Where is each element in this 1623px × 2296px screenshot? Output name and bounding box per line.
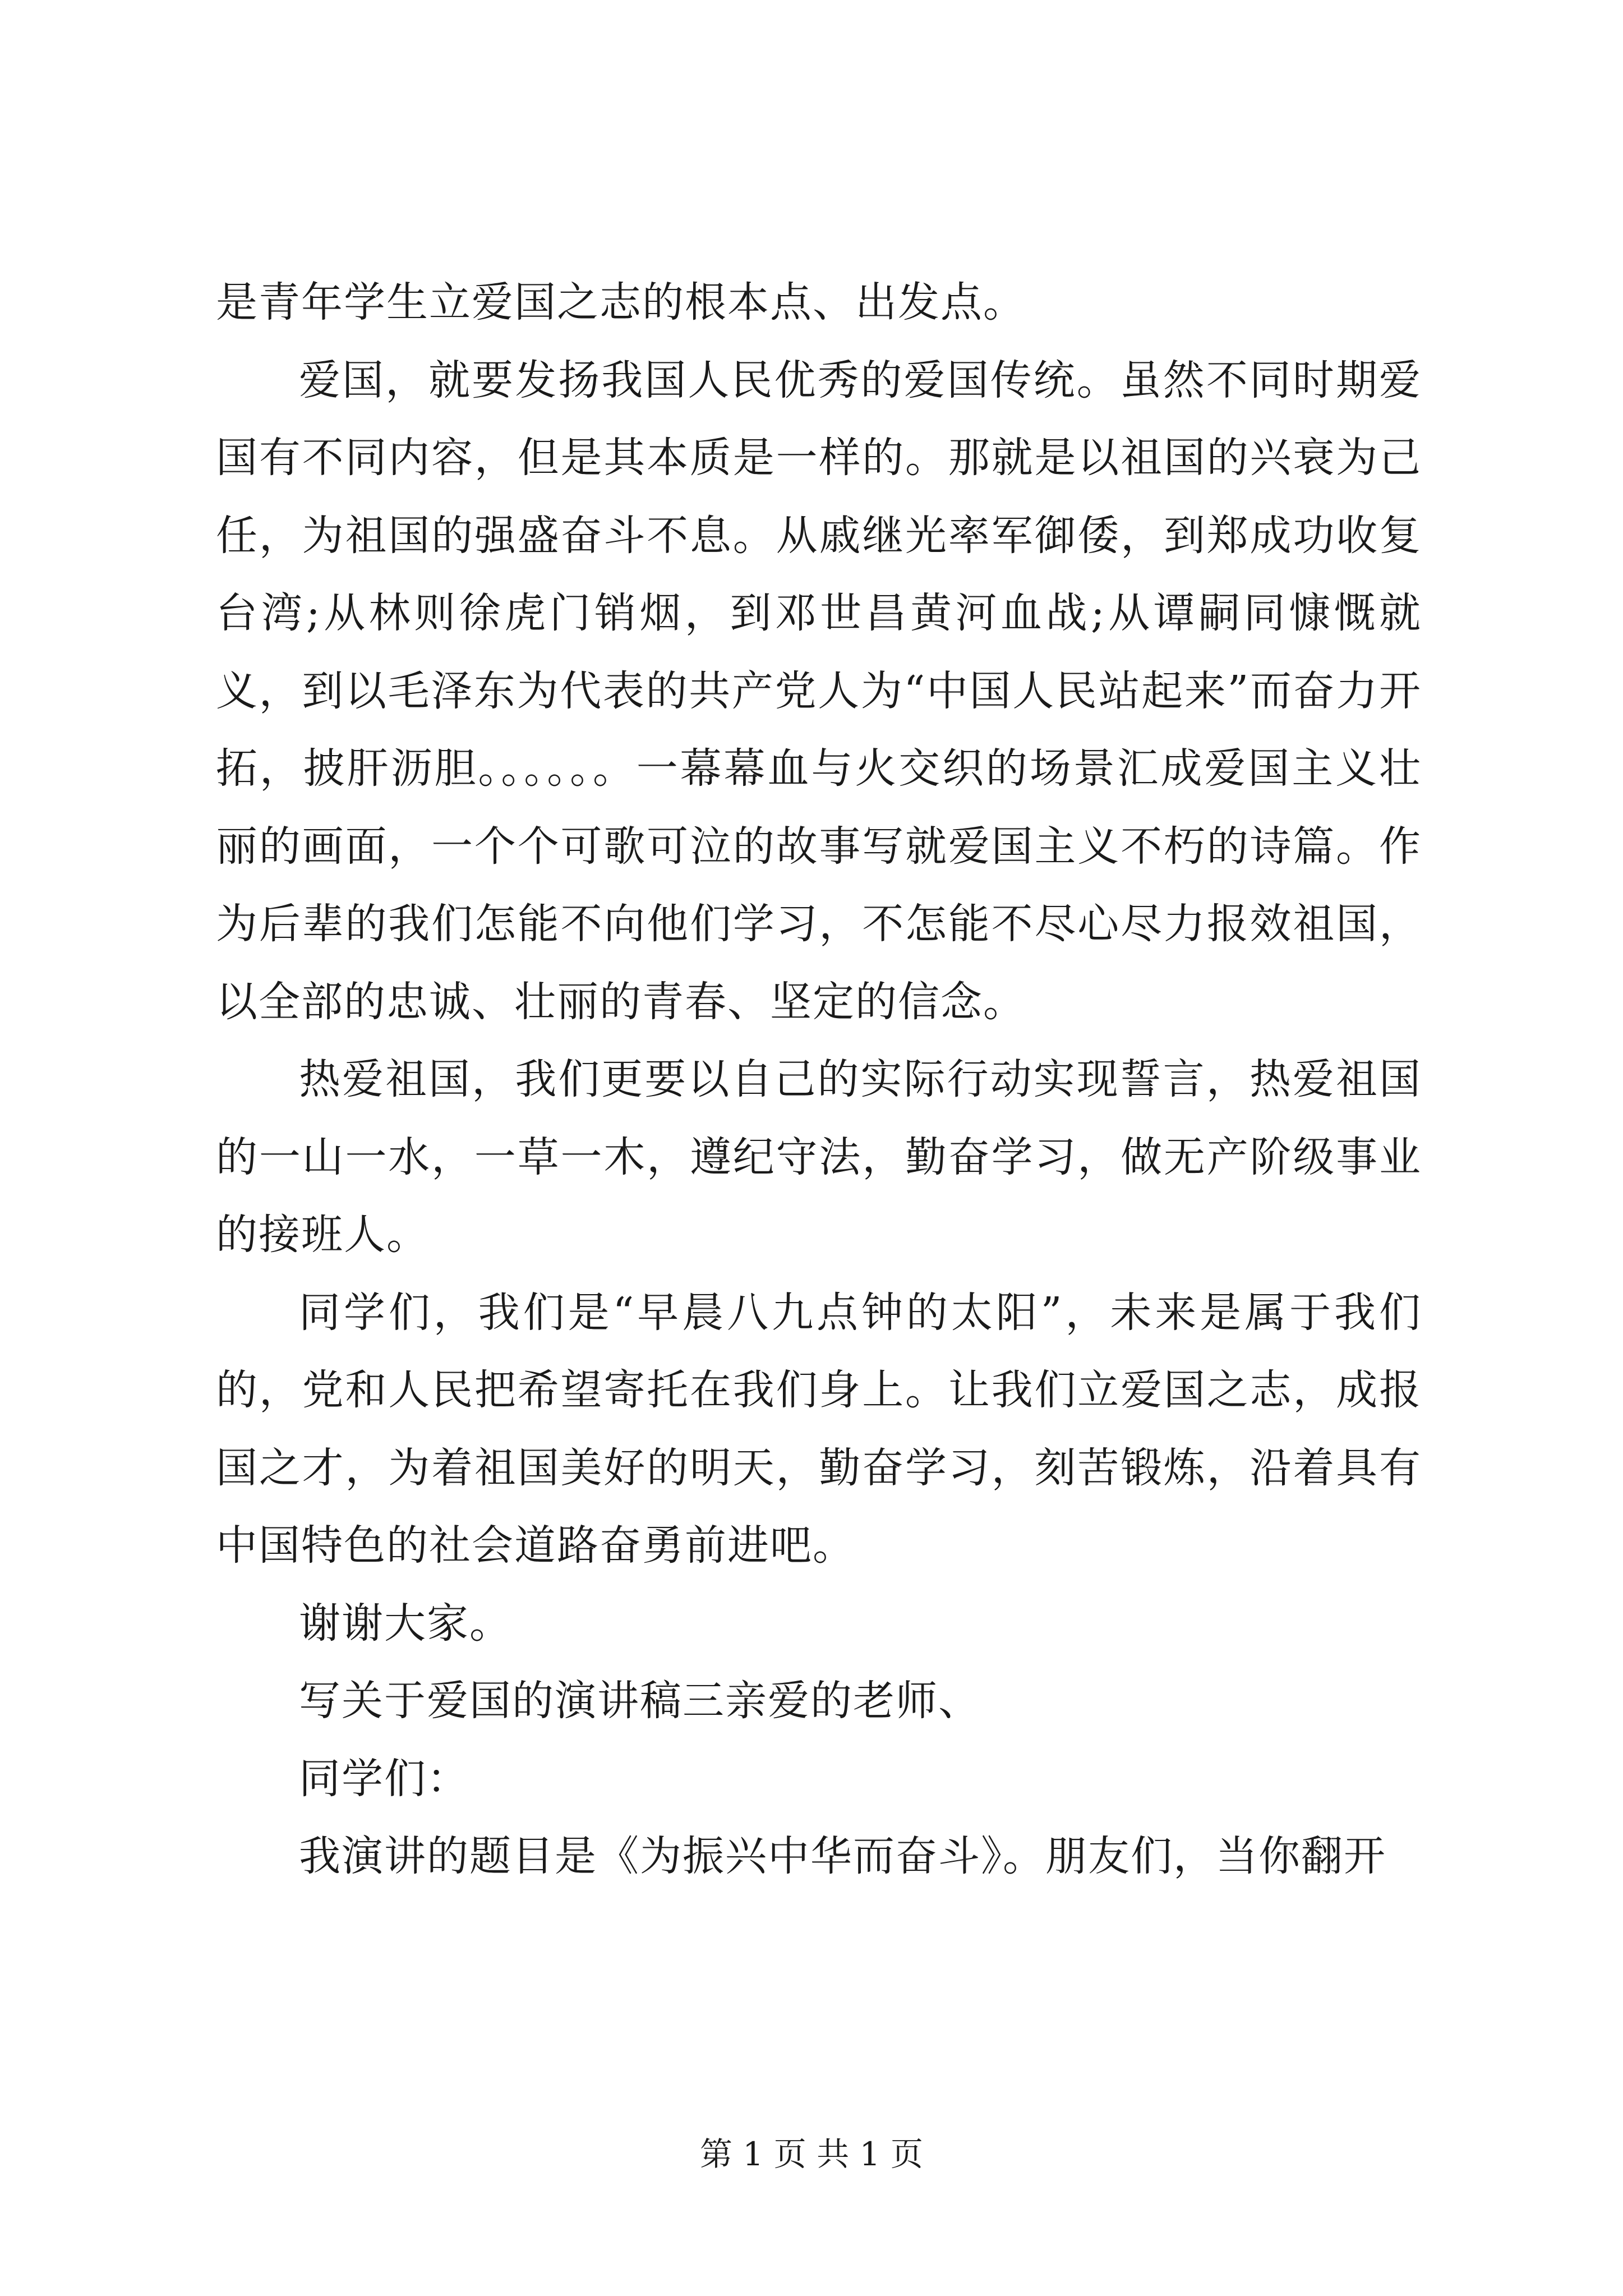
paragraph-5: 谢谢大家。: [299, 1599, 512, 1648]
paragraph-1: 是青年学生立爱国之志的根本点、出发点。: [216, 278, 1026, 326]
paragraph-8: 我演讲的题目是《为振兴中华而奋斗》。朋友们，当你翻开: [299, 1832, 1386, 1880]
paragraph-3: 热爱祖国，我们更要以自己的实际行动实现誓言，热爱祖国的一山一水，一草一木，遵纪守法，勤奋学习，做无产阶级事业的接班人。: [216, 1055, 1422, 1259]
paragraph-6: 写关于爱国的演讲稿三亲爱的老师、: [299, 1677, 981, 1725]
paragraph-2: 爱国，就要发扬我国人民优秀的爱国传统。虽然不同时期爱国有不同内容，但是其本质是一样的。那就是以祖国的兴衰为己任，为祖国的强盛奋斗不息。从戚继光率军御倭，到郑成功收复台湾;从林则徐虎门销烟，到邓世昌黄河血战;从谭嗣同慷慨就义，到以毛泽东为代表的共产党人为“中国人民站起来”而奋力开拓，披肝沥胆。。。。。。一幕幕血与火交织的场景汇成爱国主义壮丽的画面，一个个可歌可泣的故事写就爱国主义不朽的诗篇。作为后辈的我们怎能不向他们学习，不怎能不尽心尽力报效祖国，以全部的忠诚、壮丽的青春、坚定的信念。: [216, 356, 1422, 1026]
paragraph-7: 同学们：: [299, 1754, 469, 1803]
paragraph-4: 同学们，我们是“早晨八九点钟的太阳”，未来是属于我们的，党和人民把希望寄托在我们身上。让我们立爱国之志，成报国之才，为着祖国美好的明天，勤奋学习，刻苦锻炼，沿着具有中国特色的社会道路奋勇前进吧。: [216, 1288, 1422, 1570]
document-body: [216, 264, 1422, 1895]
page-footer: 第 1 页 共 1 页: [700, 2135, 923, 2173]
